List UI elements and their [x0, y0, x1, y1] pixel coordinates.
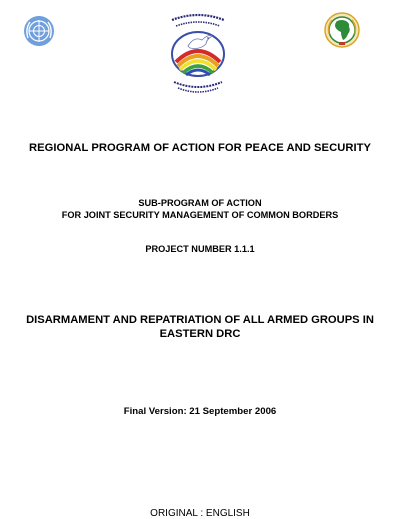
subprogram-subheading: FOR JOINT SECURITY MANAGEMENT OF COMMON BORDERS [61, 210, 339, 220]
project-title-line-2: EASTERN DRC [159, 328, 241, 340]
final-version-date: Final Version: 21 September 2006 [123, 406, 277, 417]
project-number: PROJECT NUMBER 1.1.1 [145, 244, 255, 254]
original-language: ORIGINAL : ENGLISH [150, 508, 250, 519]
un-emblem-icon [22, 14, 56, 48]
african-union-emblem-icon [324, 12, 360, 48]
great-lakes-conference-emblem-icon [164, 10, 232, 94]
main-title: REGIONAL PROGRAM OF ACTION FOR PEACE AND SECURITY [28, 142, 372, 154]
project-title-line-1: DISARMAMENT AND REPATRIATION OF ALL ARMED GROUPS IN [26, 314, 374, 326]
subprogram-heading: SUB-PROGRAM OF ACTION [138, 198, 262, 208]
